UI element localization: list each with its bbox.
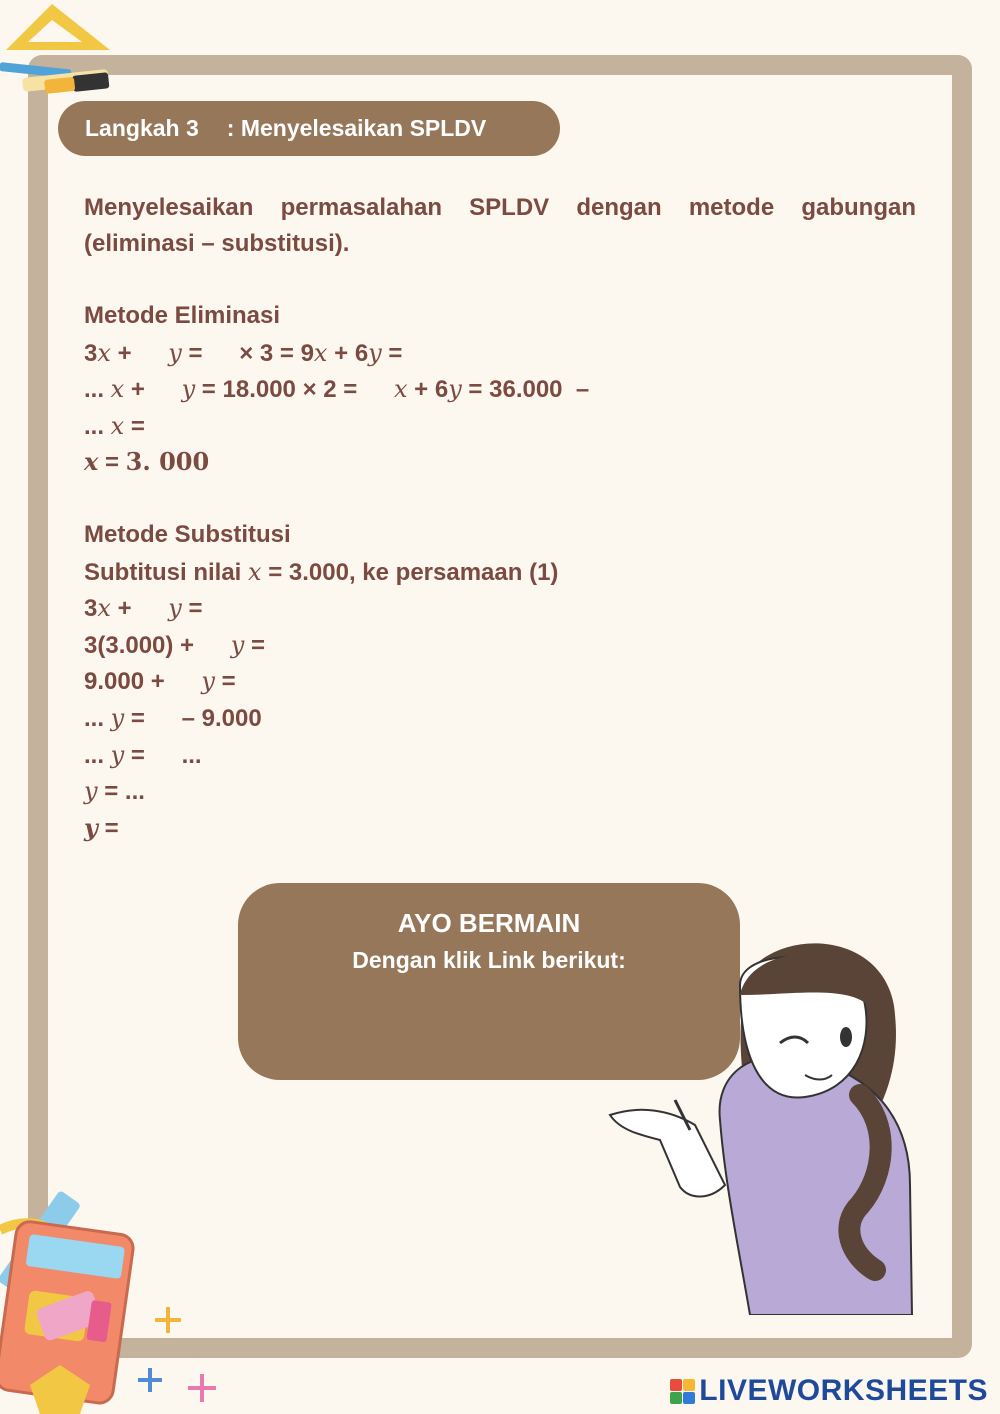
play-title: AYO BERMAIN: [397, 908, 581, 938]
substitution-line-2: 3x + y =: [84, 594, 203, 623]
elimination-line-3: ... x =: [84, 411, 145, 440]
liveworksheets-logo-icon: [670, 1379, 695, 1404]
girl-illustration: [600, 925, 920, 1315]
intro-text: Menyelesaikan permasalahan SPLDV dengan metode gabungan (eliminasi – substitusi).: [84, 194, 916, 257]
play-subtitle: Dengan klik Link berikut:: [352, 947, 626, 973]
elimination-line-1: 3x + y = × 3 = 9x + 6y =: [84, 338, 403, 367]
substitution-line-5: ... y = – 9.000: [84, 703, 262, 732]
substitution-line-6: ... y = ...: [84, 740, 202, 769]
liveworksheets-brand[interactable]: [670, 1374, 988, 1408]
substitution-line-1: Subtitusi nilai x = 3.000, ke persamaan (1): [84, 557, 559, 586]
step-header: [58, 101, 560, 156]
calculator-icon: [0, 1180, 230, 1414]
brand-name: LIVEWORKSHEETS: [699, 1374, 988, 1407]
step-label: Langkah 3: [85, 115, 199, 141]
set-square-icon: [0, 0, 120, 110]
substitution-line-7: y = ...: [84, 777, 145, 806]
elimination-line-4: x = 3. 000: [84, 447, 210, 477]
substitution-line-8: y =: [84, 812, 119, 842]
substitution-line-4: 9.000 + y =: [84, 667, 236, 696]
elimination-heading: Metode Eliminasi: [84, 302, 281, 329]
elimination-line-2: ... x + y = 18.000 × 2 = x + 6y = 36.000 –: [84, 375, 590, 404]
substitution-heading: Metode Substitusi: [84, 520, 291, 548]
step-title: : Menyelesaikan SPLDV: [226, 115, 487, 141]
content: [84, 190, 916, 846]
substitution-line-3: 3(3.000) + y =: [84, 630, 265, 659]
